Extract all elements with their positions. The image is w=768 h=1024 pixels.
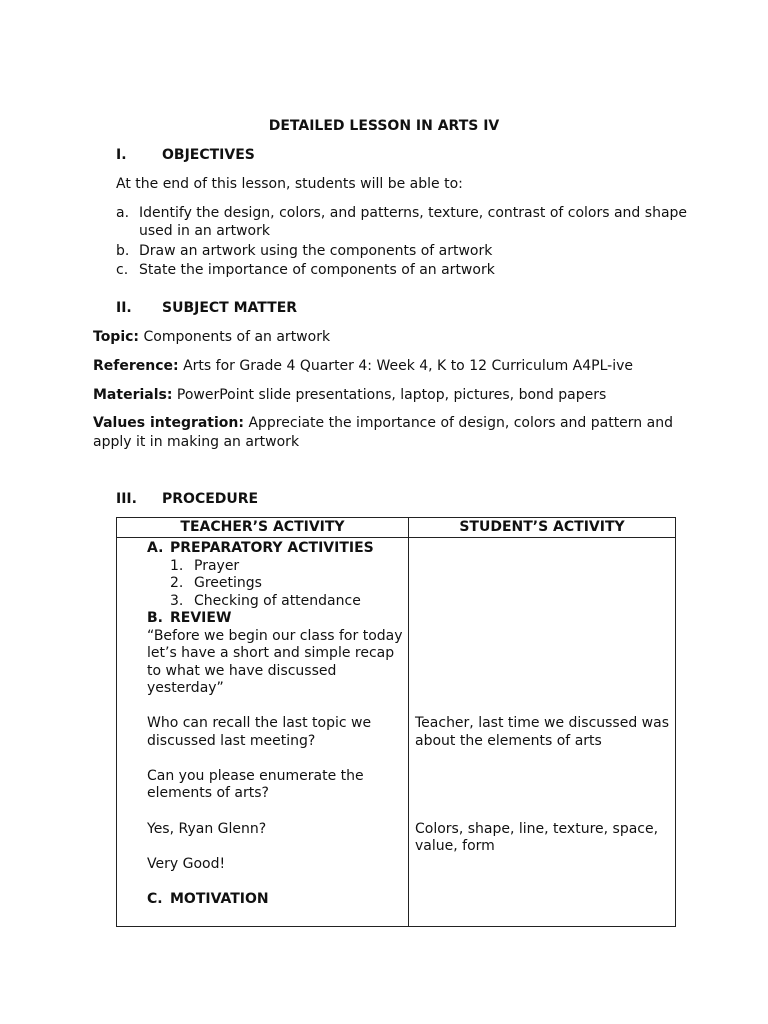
answer-3-line2: value, form [415, 838, 495, 854]
question-1-line2: discussed last meeting? [147, 733, 316, 749]
objective-a-line2: used in an artwork [139, 223, 270, 239]
reference-value: Arts for Grade 4 Quarter 4: Week 4, K to 12 Curriculum A4PL-ive [183, 358, 634, 374]
objectives-intro: At the end of this lesson, students will be able to: [116, 176, 463, 192]
question-3: Yes, Ryan Glenn? [147, 821, 267, 837]
objective-b-mark: b. [116, 243, 130, 259]
teacher-activity-cell [117, 538, 409, 927]
procedure-table [116, 517, 676, 927]
prep-item-2-mark: 2. [170, 575, 184, 591]
materials-label: Materials: [93, 387, 173, 403]
answer-1-line2: about the elements of arts [415, 733, 602, 749]
procedure-heading: PROCEDURE [162, 491, 259, 507]
materials-line [93, 386, 606, 404]
motivation-mark: C. [147, 891, 163, 907]
teacher-activity-header: TEACHER’S ACTIVITY [117, 518, 409, 538]
prep-heading: PREPARATORY ACTIVITIES [170, 540, 374, 556]
materials-value: PowerPoint slide presentations, laptop, pictures, bond papers [176, 387, 607, 403]
question-2-line2: elements of arts? [147, 785, 269, 801]
objectives-heading: OBJECTIVES [162, 147, 255, 163]
review-quote-line2: let’s have a short and simple recap [147, 645, 395, 661]
objective-c-text: State the importance of components of an artwork [139, 262, 495, 278]
subject-matter-number: II. [116, 300, 132, 316]
question-2-line1: Can you please enumerate the [147, 768, 364, 784]
review-quote-line4: yesterday” [147, 680, 224, 696]
objectives-number: I. [116, 147, 127, 163]
answer-1-line1: Teacher, last time we discussed was [415, 715, 670, 731]
topic-value: Components of an artwork [143, 329, 331, 345]
reference-line [93, 357, 633, 375]
review-mark: B. [147, 610, 163, 626]
topic-label: Topic: [93, 329, 140, 345]
review-quote-line1: “Before we begin our class for today [147, 628, 403, 644]
review-heading: REVIEW [170, 610, 232, 626]
objective-b-text: Draw an artwork using the components of artwork [139, 243, 493, 259]
praise: Very Good! [147, 856, 226, 872]
prep-mark: A. [147, 540, 164, 556]
objective-a-line1: Identify the design, colors, and patterns, texture, contrast of colors and shape [139, 205, 688, 221]
prep-item-1-text: Prayer [194, 558, 240, 574]
procedure-number: III. [116, 491, 137, 507]
values-line [93, 414, 673, 432]
subject-matter-heading: SUBJECT MATTER [162, 300, 298, 316]
motivation-heading: MOTIVATION [170, 891, 269, 907]
objective-c-mark: c. [116, 262, 129, 278]
student-activity-cell [409, 538, 676, 927]
values-value-line1: Appreciate the importance of design, colors and pattern and [248, 415, 673, 431]
document-title: DETAILED LESSON IN ARTS IV [268, 118, 500, 134]
values-value-line2: apply it in making an artwork [93, 434, 300, 450]
prep-item-3-mark: 3. [170, 593, 184, 609]
objective-a-mark: a. [116, 205, 130, 221]
values-label: Values integration: [93, 415, 244, 431]
student-activity-header: STUDENT’S ACTIVITY [409, 518, 676, 538]
prep-item-2-text: Greetings [194, 575, 262, 591]
question-1-line1: Who can recall the last topic we [147, 715, 372, 731]
topic-line [93, 328, 330, 346]
review-quote-line3: to what we have discussed [147, 663, 337, 679]
prep-item-1-mark: 1. [170, 558, 184, 574]
reference-label: Reference: [93, 358, 179, 374]
answer-3-line1: Colors, shape, line, texture, space, [415, 821, 659, 837]
prep-item-3-text: Checking of attendance [194, 593, 361, 609]
